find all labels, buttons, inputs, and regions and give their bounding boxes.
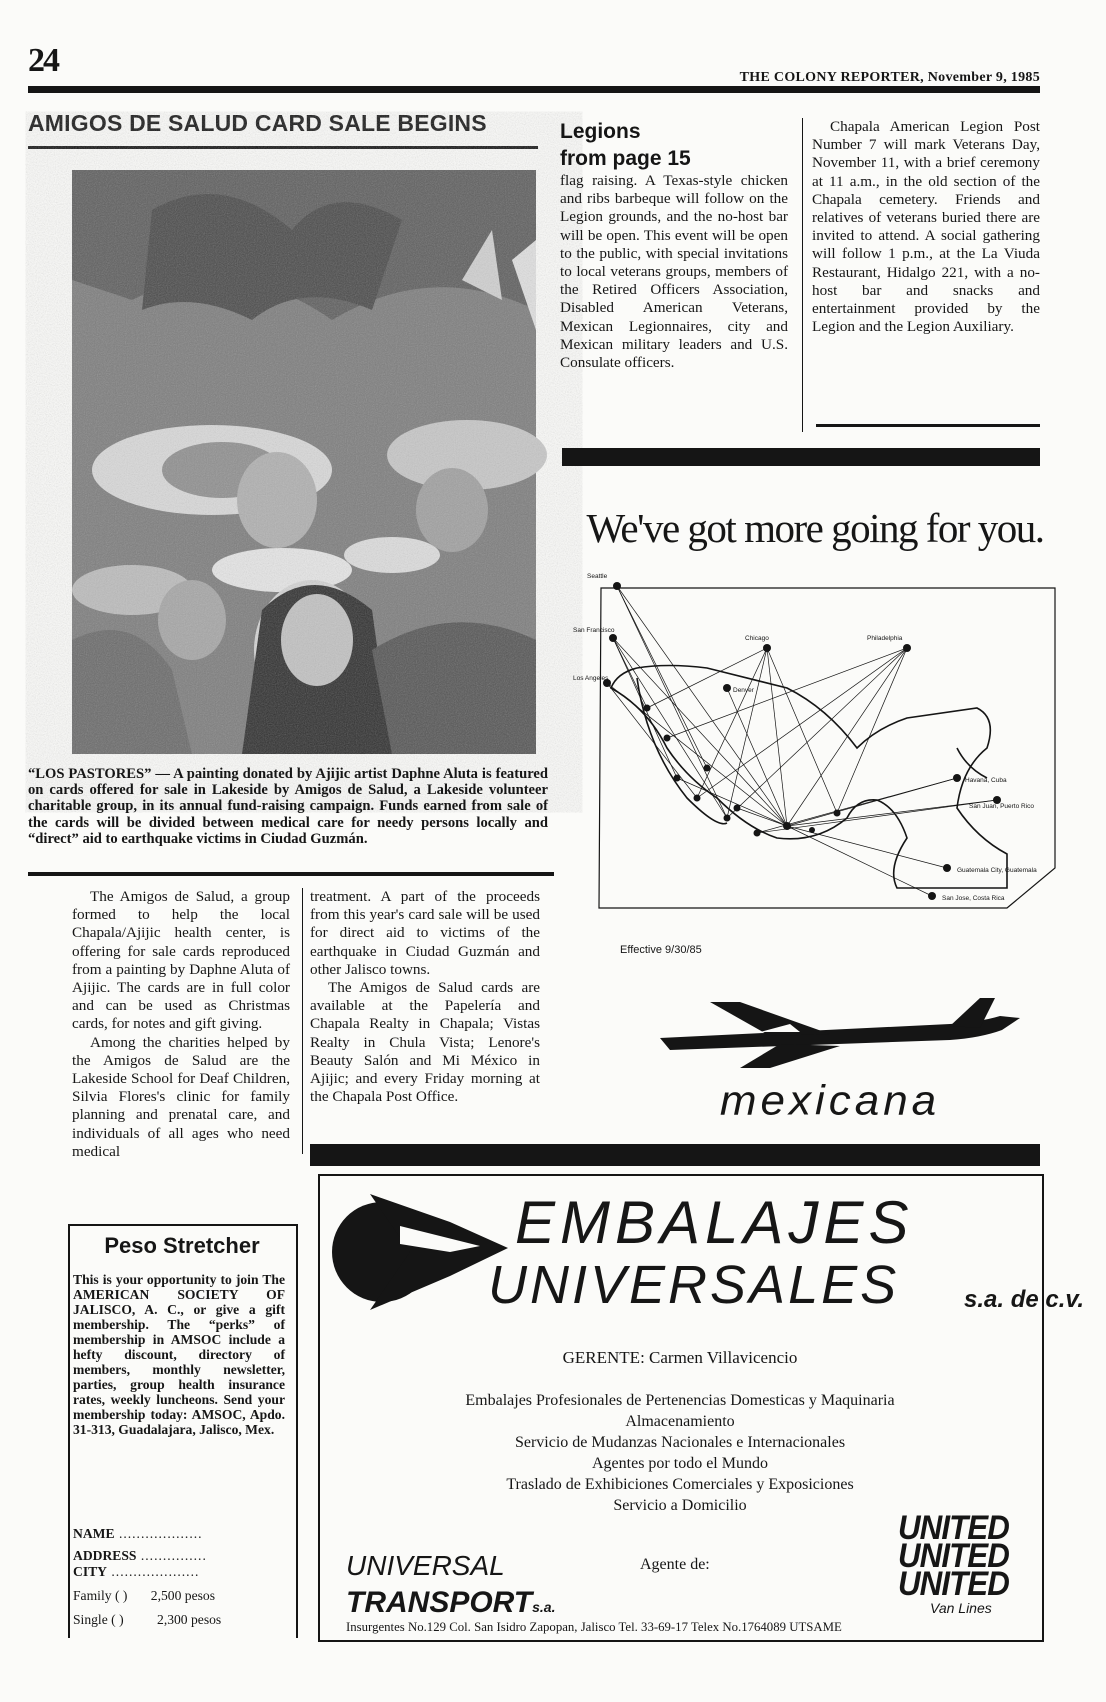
- van-lines-label: Van Lines: [930, 1600, 992, 1616]
- legions-headline: [560, 118, 691, 172]
- map-label-guatemala: Guatemala City, Guatemala: [957, 867, 1037, 874]
- universal-transport-line1: UNIVERSAL: [346, 1550, 505, 1581]
- headline-rule: [28, 146, 538, 149]
- universal-transport-suffix: s.a.: [532, 1599, 556, 1615]
- form-address-row: ADDRESS ...............: [73, 1548, 207, 1563]
- airplane-icon: [650, 994, 1030, 1070]
- map-effective-date: Effective 9/30/85: [620, 944, 702, 956]
- universales-title: UNIVERSALES: [488, 1255, 900, 1315]
- agente-de-label: Agente de:: [640, 1556, 710, 1573]
- map-label-san-juan: San Juan, Puerto Rico: [969, 803, 1035, 810]
- column-divider: [802, 118, 803, 432]
- form-address-label: ADDRESS: [73, 1548, 137, 1563]
- legions-title: Legions: [560, 120, 641, 143]
- embalajes-suffix: s.a. de c.v.: [964, 1286, 1085, 1313]
- embalajes-service: Almacenamiento: [625, 1413, 735, 1430]
- painting-image: [72, 170, 536, 754]
- united-logo-line: UNITED: [898, 1537, 1009, 1575]
- caption-rule: [28, 872, 554, 876]
- column-divider: [302, 888, 303, 1154]
- legions-column-2: [812, 118, 1040, 336]
- map-label-denver: Denver: [733, 687, 754, 694]
- form-city-label: CITY: [73, 1564, 107, 1579]
- amigos-paragraph: Among the charities helped by the Amigos de Salud are the Lakeside School for Deaf Children, Silvia Flores's clinic for family planning and prenatal care, and individuals of all ages who need medical: [72, 1033, 290, 1160]
- masthead-rule: [28, 86, 1040, 93]
- map-label-los-angeles: Los Angeles: [573, 675, 609, 682]
- legions-paragraph: flag raising. A Texas-style chicken and ribs barbeque will follow on the Legion grounds, and the no-host bar will be open. This event will be open to the public, with special invitations to local veterans groups, members of the Retired Officers Association, Disabled American Veterans, Mexican Legionnaires, city and Mexican military leaders and U.S. Consulate officers.: [560, 172, 788, 372]
- map-label-philadelphia: Philadelphia: [867, 635, 903, 642]
- los-pastores-painting: [72, 170, 536, 754]
- form-single-checkbox: ( ): [111, 1612, 124, 1627]
- map-outline: [599, 588, 1055, 908]
- embalajes-service: Embalajes Profesionales de Pertenencias Domesticas y Maquinaria: [465, 1392, 895, 1409]
- ad-bottom-bar: [310, 1144, 1040, 1166]
- map-label-san-jose: San Jose, Costa Rica: [942, 895, 1005, 902]
- universal-transport-word: TRANSPORT: [346, 1586, 533, 1619]
- embalajes-logo-icon: [330, 1186, 510, 1316]
- painting-caption: “LOS PASTORES” — A painting donated by Ajijic artist Daphne Aluta is featured on cards offered for sale in Lakeside by Amigos de Salud, a Lakeside volunteer charitable group, in its annual fund-raising campaign. Funds earned from sale of the cards will be divided between medical care for needy persons locally and “direct” aid to earthquake victims in Ciudad Guzmán.: [28, 766, 548, 847]
- form-family-price: 2,500 pesos: [150, 1588, 215, 1603]
- form-name-row: NAME ...................: [73, 1526, 203, 1541]
- embalajes-service: Servicio a Domicilio: [613, 1497, 747, 1514]
- amigos-paragraph: The Amigos de Salud, a group formed to help the local Chapala/Ajijic health center, is offering for sale cards reproduced from a painting by Daphne Aluta of Ajijic. The cards are in full color and can be used as Christmas cards, for notes and gift giving.: [72, 888, 290, 1033]
- peso-stretcher-body: This is your opportunity to join The AMERICAN SOCIETY OF JALISCO, A. C., or give a gift membership. The “perks” of membership in AMSOC include a hefty discount, directory of members, monthly newsletter, parties, group health insurance rates, weekly luncheons. Send your membership today: AMSOC, Apdo. 31-313, Guadalajara, Jalisco, Mex.: [73, 1272, 285, 1437]
- form-family-row: [73, 1588, 215, 1604]
- form-single-label: Single: [73, 1612, 108, 1627]
- map-label-chicago: Chicago: [745, 635, 769, 642]
- amigos-headline: AMIGOS DE SALUD CARD SALE BEGINS: [28, 110, 487, 136]
- map-label-san-francisco: San Francisco: [573, 627, 615, 634]
- mexicana-slogan: We've got more going for you.: [586, 505, 1044, 551]
- map-label-seattle: Seattle: [587, 573, 608, 580]
- map-label-havana: Havana, Cuba: [965, 777, 1007, 784]
- masthead: THE COLONY REPORTER, November 9, 1985: [739, 70, 1040, 85]
- legions-paragraph: Chapala American Legion Post Number 7 will mark Veterans Day, November 11, with a brief ceremony at 11 a.m., in the old section of the Chapala cemetery. Friends and relatives of veterans buried there are invited to attend. A social gathering will follow 1 p.m., at the La Viuda Restaurant, Hidalgo 221, with a no-host bar and snacks and entertainment provided by the Legion and the Legion Auxiliary.: [812, 118, 1040, 336]
- embalajes-gerente: GERENTE: Carmen Villavicencio: [562, 1348, 798, 1367]
- mexicana-route-map: [573, 568, 1057, 920]
- amigos-paragraph: treatment. A part of the proceeds from this year's card sale will be used for direct aid to victims of the earthquake in Ciudad Guzmán and other Jalisco towns.: [310, 888, 540, 978]
- embalajes-service: Traslado de Exhibiciones Comerciales y Exposiciones: [506, 1476, 854, 1493]
- united-logo-line: UNITED: [898, 1565, 1009, 1603]
- united-logo-line: UNITED: [898, 1509, 1009, 1547]
- amigos-column-2: [310, 888, 540, 1106]
- legions-end-rule: [816, 424, 1040, 427]
- ad-top-bar: [562, 448, 1040, 466]
- legions-jump-line: from page 15: [560, 147, 691, 170]
- amigos-column-1: [72, 888, 290, 1161]
- form-single-price: 2,300 pesos: [157, 1612, 222, 1627]
- form-family-label: Family: [73, 1588, 112, 1603]
- form-name-label: NAME: [73, 1526, 115, 1541]
- legions-column-1: [560, 172, 788, 372]
- mexicana-logo: mexicana: [719, 1077, 941, 1124]
- universal-transport-line2: [346, 1586, 555, 1620]
- page-number: 24: [28, 42, 58, 79]
- amigos-paragraph: The Amigos de Salud cards are available at the Papelería and Chapala Realty in Chapala; Vistas Realty in Chula Vista; Lenore's Beauty Salón and Mi México in Ajijic; and every Friday morning at the Chapala Post Office.: [310, 979, 540, 1106]
- form-city-row: CITY ....................: [73, 1564, 200, 1579]
- form-single-row: [73, 1612, 221, 1628]
- embalajes-title: EMBALAJES: [515, 1189, 914, 1256]
- embalajes-service: Agentes por todo el Mundo: [592, 1455, 768, 1472]
- embalajes-service: Servicio de Mudanzas Nacionales e Internacionales: [514, 1434, 846, 1451]
- embalajes-address: Insurgentes No.129 Col. San Isidro Zapopan, Jalisco Tel. 33-69-17 Telex No.1764089 UTSAME: [346, 1620, 842, 1634]
- form-family-checkbox: ( ): [114, 1588, 128, 1603]
- peso-stretcher-title: Peso Stretcher: [104, 1233, 260, 1258]
